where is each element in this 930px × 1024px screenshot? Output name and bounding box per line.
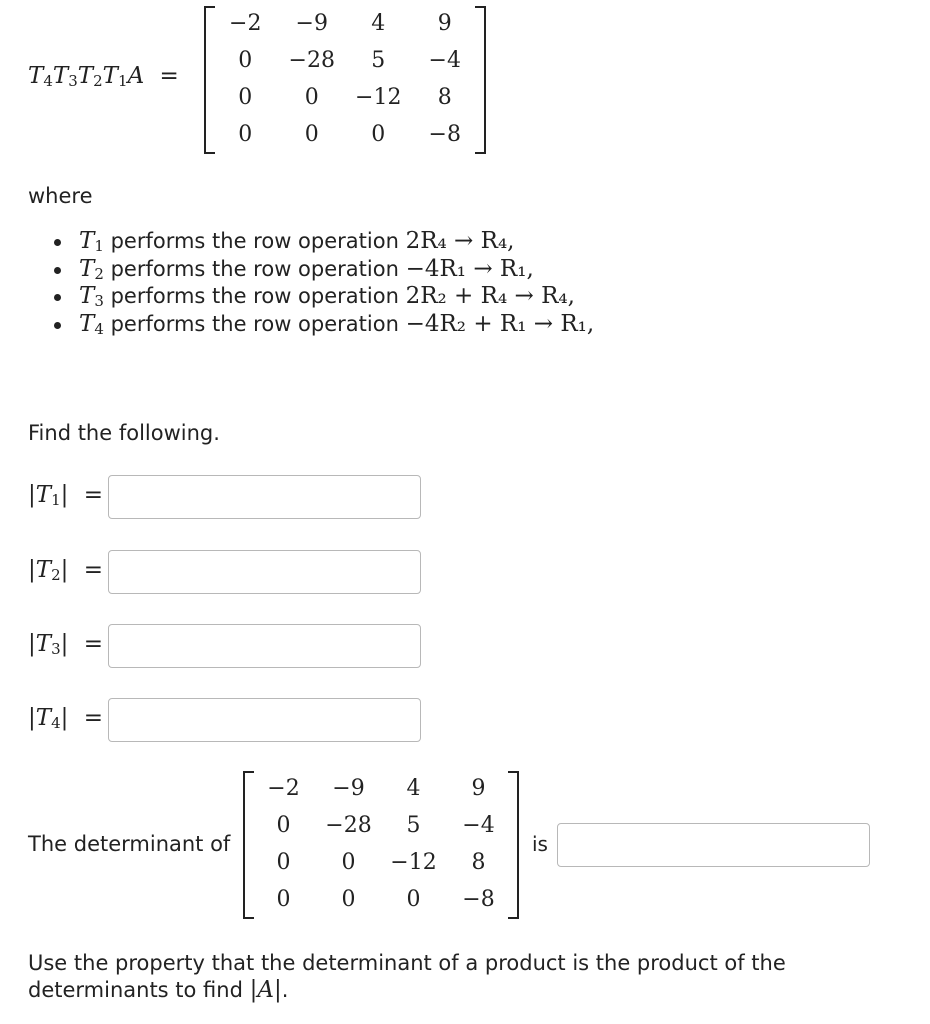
det-t2-input[interactable]: [108, 550, 421, 594]
det-t4-input[interactable]: [108, 698, 421, 742]
matrix-cell: 0: [341, 849, 356, 875]
det-t1-label: $|T_1|$ =: [28, 482, 103, 509]
list-item: $T_1$ performs the row operation 2R₄ → R₄,: [55, 228, 594, 256]
matrix-cell: −28: [325, 812, 372, 838]
matrix-cell: −4: [428, 47, 461, 73]
matrix-cell: 0: [406, 886, 421, 912]
hint-line-1: Use the property that the determinant of a product is the product of the: [28, 951, 786, 975]
matrix-cell: 0: [341, 886, 356, 912]
det-t3-input[interactable]: [108, 624, 421, 668]
matrix-cell: 5: [371, 47, 386, 73]
final-prefix: The determinant of: [28, 832, 231, 856]
matrix-cell: 0: [238, 47, 253, 73]
matrix-cell: −28: [288, 47, 335, 73]
det-t1-input[interactable]: [108, 475, 421, 519]
matrix-cell: −4: [462, 812, 495, 838]
final-matrix: [243, 771, 519, 919]
matrix-cell: −2: [267, 775, 300, 801]
matrix-cell: 8: [437, 84, 452, 110]
matrix-cell: 4: [371, 10, 386, 36]
hint-text: [28, 950, 786, 1004]
matrix-cell: 8: [471, 849, 486, 875]
det-final-input[interactable]: [557, 823, 870, 867]
det-t2-label: $|T_2|$ =: [28, 557, 103, 584]
matrix-cell: 0: [276, 812, 291, 838]
hint-line-2: determinants to find |A|.: [28, 977, 289, 1003]
matrix-cell: −12: [355, 84, 402, 110]
matrix-cell: 5: [406, 812, 421, 838]
matrix-cell: −9: [332, 775, 365, 801]
matrix-cell: 0: [304, 121, 319, 147]
matrix-cell: −8: [462, 886, 495, 912]
matrix-cell: 0: [371, 121, 386, 147]
matrix-cell: 9: [471, 775, 486, 801]
matrix-cell: 0: [276, 849, 291, 875]
matrix-cell: 0: [238, 121, 253, 147]
find-label: Find the following.: [28, 421, 220, 445]
matrix-cell: 0: [304, 84, 319, 110]
matrix-cell: −12: [390, 849, 437, 875]
matrix-cell: −9: [295, 10, 328, 36]
matrix-cell: 4: [406, 775, 421, 801]
matrix-cell: −8: [428, 121, 461, 147]
matrix-cell: −2: [229, 10, 262, 36]
equation-lhs: $T_4T_3T_2T_1A$ =: [28, 63, 179, 90]
final-suffix: is: [532, 832, 548, 856]
det-t4-label: $|T_4|$ =: [28, 705, 103, 732]
where-label: where: [28, 184, 93, 208]
list-item: $T_2$ performs the row operation −4R₁ → R₁,: [55, 256, 594, 284]
top-matrix: [204, 6, 486, 154]
det-t3-label: $|T_3|$ =: [28, 631, 103, 658]
matrix-cell: 0: [238, 84, 253, 110]
matrix-cell: 0: [276, 886, 291, 912]
row-operations-list: [55, 228, 594, 338]
list-item: $T_4$ performs the row operation −4R₂ + R₁ → R₁,: [55, 311, 594, 339]
matrix-cell: 9: [437, 10, 452, 36]
list-item: $T_3$ performs the row operation 2R₂ + R₄ → R₄,: [55, 283, 594, 311]
